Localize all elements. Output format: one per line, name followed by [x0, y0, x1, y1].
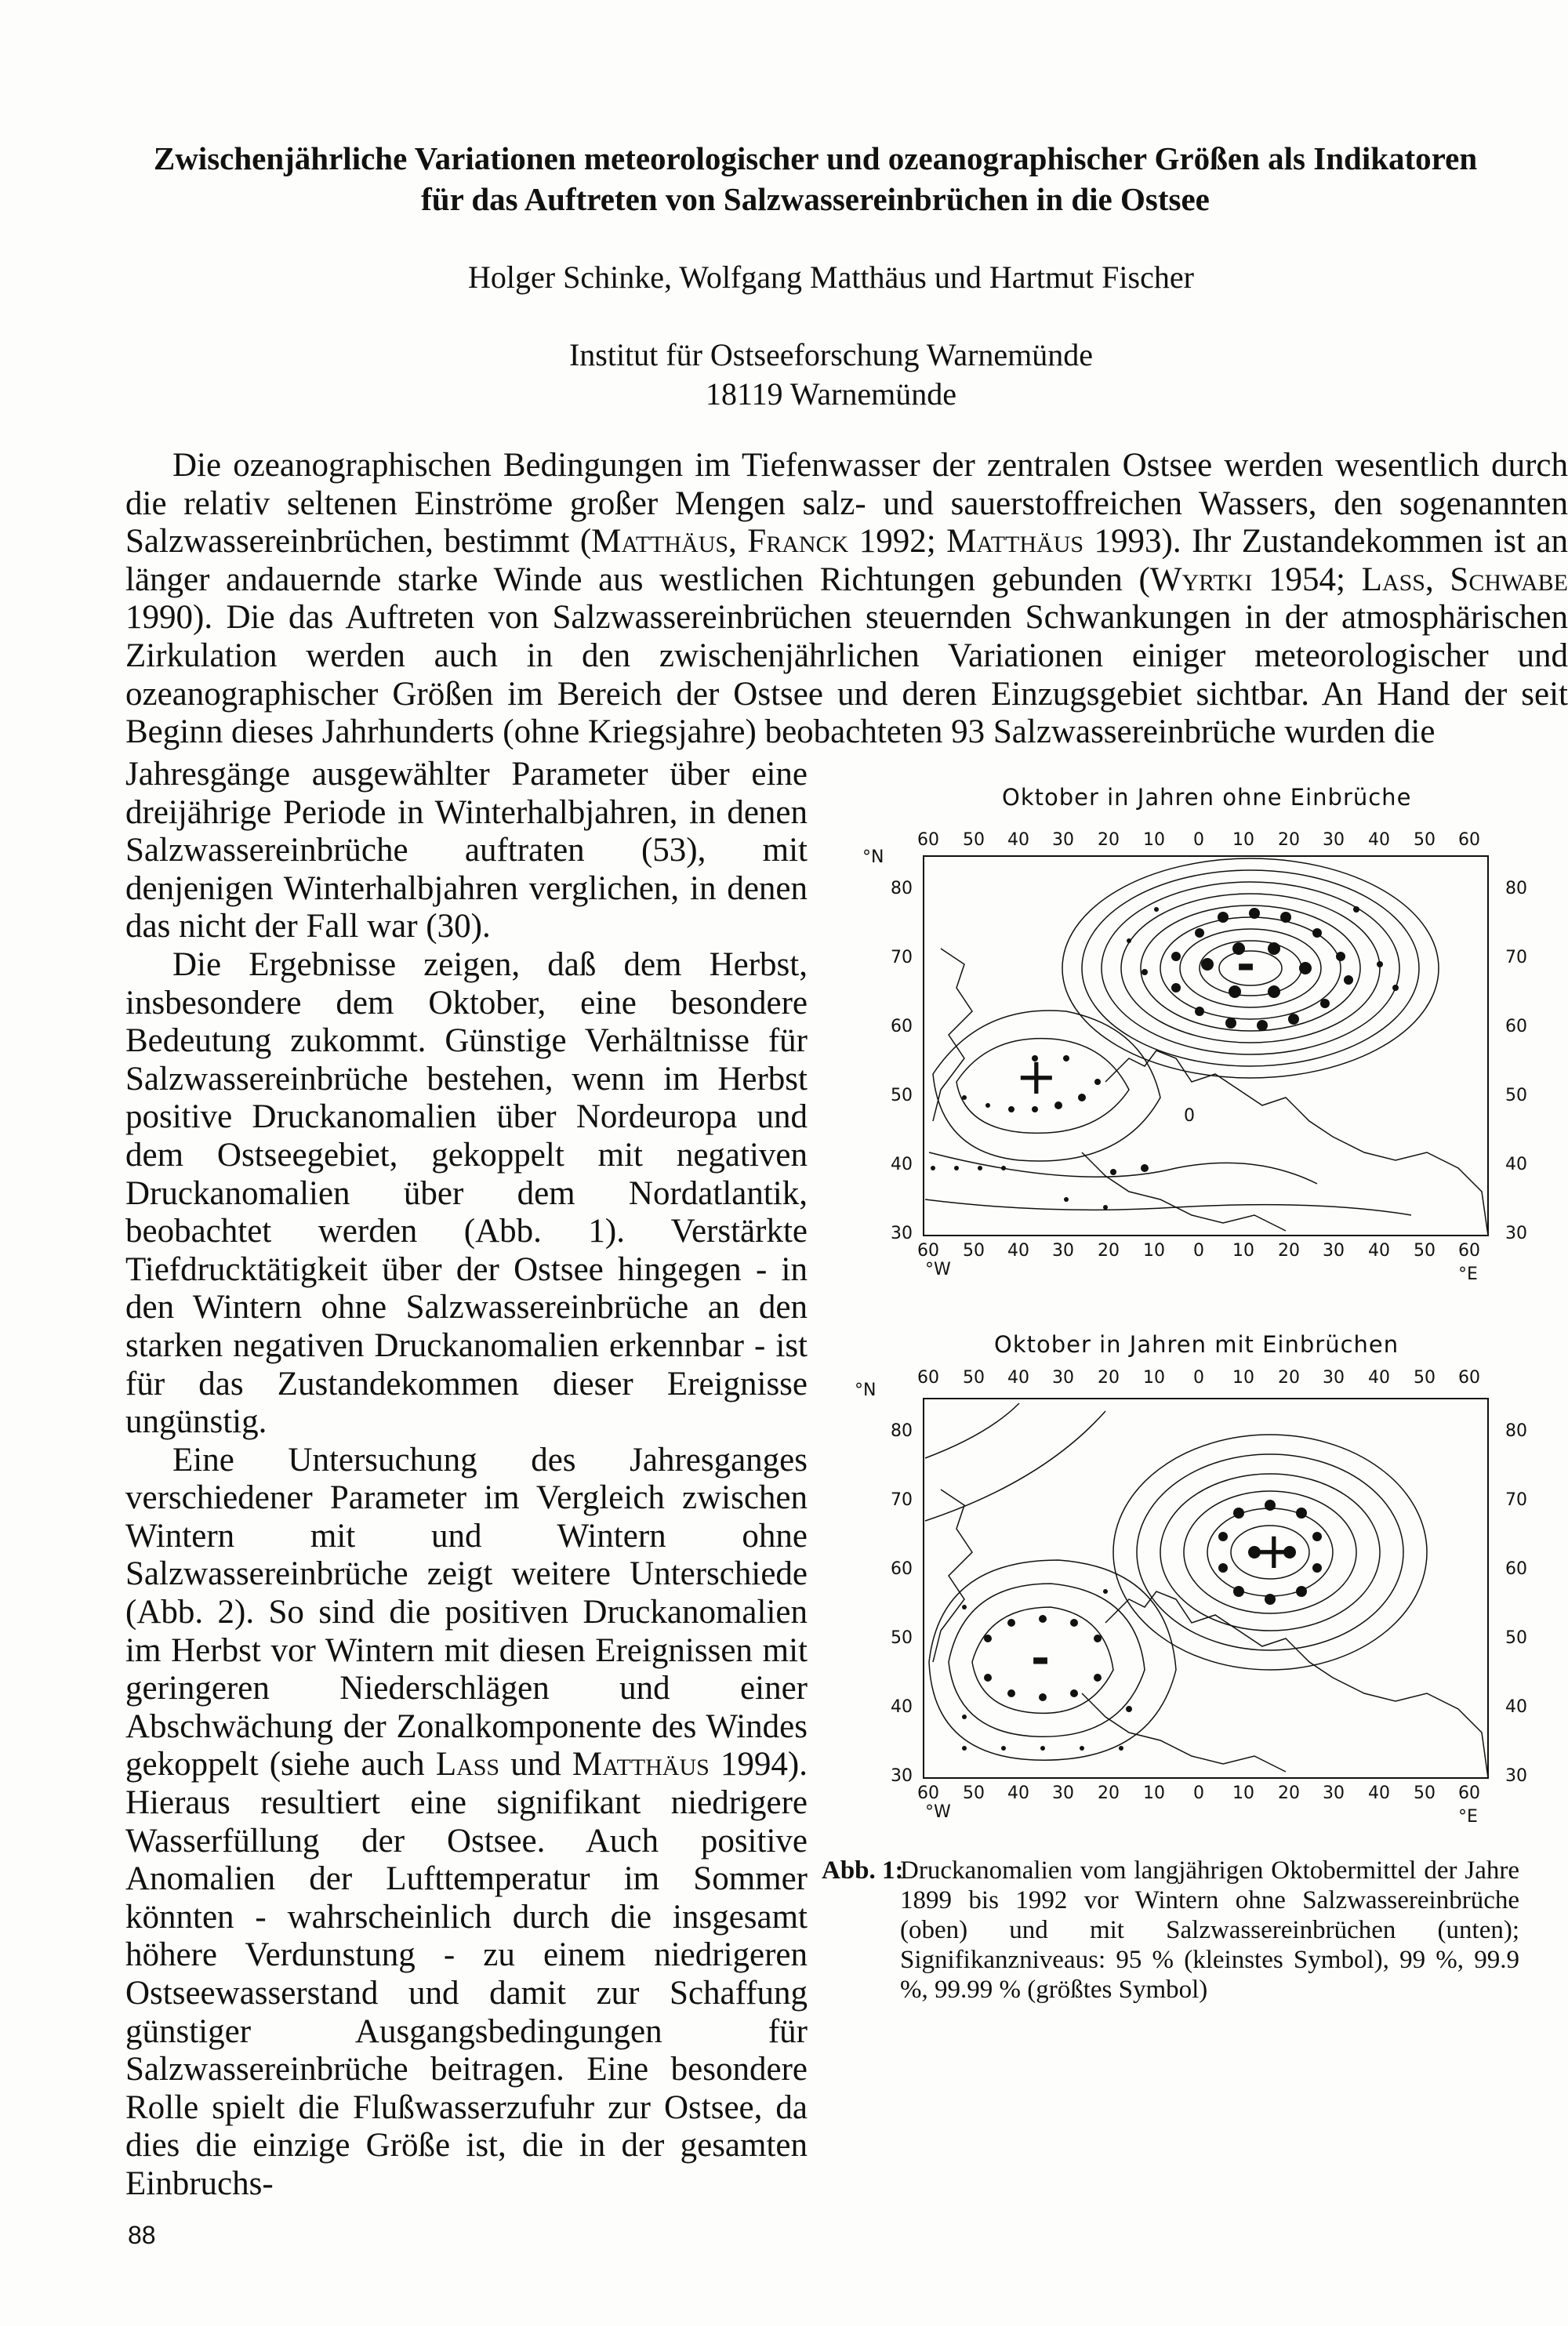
lon-tick: 30	[1052, 1784, 1074, 1803]
negative-contours	[925, 1403, 1176, 1760]
lon-tick: 60	[917, 830, 939, 850]
lon-tick: 40	[1368, 1368, 1390, 1388]
lon-tick: 40	[1368, 830, 1390, 850]
anomaly-signs	[1015, 938, 1255, 1106]
map-frame	[924, 1399, 1488, 1778]
left-column	[125, 756, 808, 2204]
unit-west: °W	[925, 1802, 951, 1822]
lat-tick: 30	[1505, 1766, 1527, 1786]
lon-tick: 30	[1323, 830, 1345, 850]
center-sign: +	[1253, 1522, 1295, 1580]
lon-tick: 50	[1414, 830, 1436, 850]
lon-tick: 50	[1414, 1368, 1436, 1388]
lon-tick: 30	[1323, 1368, 1345, 1388]
anomaly-signs	[1031, 1522, 1295, 1685]
lat-tick: 70	[891, 948, 913, 967]
lon-tick: 10	[1143, 1241, 1165, 1261]
lat-tick: 40	[891, 1697, 913, 1717]
map-frame	[924, 856, 1488, 1236]
lon-tick: 0	[1193, 1241, 1204, 1261]
lat-tick: 40	[891, 1155, 913, 1174]
zero-contour-label: 0	[1184, 1106, 1195, 1126]
lon-tick: 60	[1458, 1241, 1480, 1261]
caption-text: Druckanomalien vom langjährigen Oktobermittel der Jahre 1899 bis 1992 vor Wintern ohne Salzwassereinbrüche (oben) und mit Salzwassereinbrüchen (unten); Signifikanzniveaus: 95 % (kleinstes Symbol), 99 %, 99.9 %, 99.99 % (größtes Symbol)	[900, 1856, 1519, 2004]
lat-tick: 60	[891, 1017, 913, 1036]
lon-tick: 0	[1193, 1784, 1204, 1803]
lon-tick: 40	[1368, 1784, 1390, 1803]
lon-tick: 60	[1458, 1784, 1480, 1803]
lat-tick: 50	[1505, 1086, 1527, 1105]
lon-tick: 20	[1278, 830, 1300, 850]
lon-tick: 60	[917, 1368, 939, 1388]
lon-tick: 20	[1098, 830, 1120, 850]
lon-tick: 20	[1278, 1784, 1300, 1803]
unit-east: °E	[1458, 1807, 1478, 1827]
lon-tick: 50	[1414, 1784, 1436, 1803]
figure-caption	[822, 1856, 1519, 2005]
lon-tick: 10	[1143, 1368, 1165, 1388]
lon-tick: 50	[963, 830, 985, 850]
citation: Matthäus	[572, 1746, 710, 1784]
lon-tick: 10	[1232, 1241, 1254, 1261]
lat-tick: 70	[1505, 948, 1527, 967]
lat-tick: 60	[891, 1559, 913, 1579]
lon-tick: 30	[1052, 830, 1074, 850]
lon-tick: 30	[1052, 1368, 1074, 1388]
citation: Matthäus, Franck	[591, 523, 849, 561]
institute: Institut für Ostseeforschung Warnemünde	[568, 337, 1094, 372]
intro-paragraph: Die ozeanographischen Bedingungen im Tiefenwasser der zentralen Ostsee werden wesentlich durch die relativ seltenen Einströme großer Mengen salz- und sauerstoffreichen Wassers, den sogenannten Salzwassereinbrüchen, bestimmt (Matthäus, Franck 1992; Matthäus 1993). Ihr Zustandekommen ist an länger andauernde starke Winde aus westlichen Richtungen gebunden (Wyrtki 1954; Lass, Schwabe 1990). Die das Auftreten von Salzwassereinbrüchen steuernden Schwankungen in der atmosphärischen Zirkulation werden auch in den zwischenjährlichen Variationen einiger meteorologischer und ozeanographischer Größen im Bereich der Ostsee und deren Einzugsgebiet sichtbar. An Hand der seit Beginn dieses Jahrhunderts (ohne Kriegsjahre) beobachteten 93 Salzwassereinbrüche wurden die	[125, 447, 1568, 751]
lat-tick: 50	[1505, 1628, 1527, 1648]
unit-west: °W	[925, 1260, 951, 1279]
unit-north: °N	[862, 847, 884, 867]
lon-tick: 30	[1052, 1241, 1074, 1261]
center-sign: +	[1015, 1048, 1058, 1106]
map-title-top: Oktober in Jahren ohne Einbrüche	[1002, 784, 1412, 811]
lat-tick: 60	[1505, 1559, 1527, 1579]
map-top	[847, 823, 1552, 1301]
lon-tick: 40	[1007, 830, 1029, 850]
lon-tick: 20	[1278, 1241, 1300, 1261]
center-sign: -	[1031, 1631, 1051, 1685]
lon-tick: 40	[1007, 1241, 1029, 1261]
lon-tick: 20	[1098, 1368, 1120, 1388]
affiliation	[110, 336, 1552, 414]
lon-tick: 60	[1458, 830, 1480, 850]
page-number: 88	[128, 2221, 156, 2249]
caption-label: Abb. 1:	[822, 1856, 904, 1885]
lat-tick: 50	[891, 1086, 913, 1105]
lon-tick: 50	[1414, 1241, 1436, 1261]
lon-tick: 30	[1323, 1241, 1345, 1261]
intro-section	[125, 447, 1568, 752]
lon-tick: 10	[1232, 1784, 1254, 1803]
lon-tick: 10	[1232, 830, 1254, 850]
citation: Wyrtki	[1149, 561, 1253, 598]
lon-tick: 50	[963, 1368, 985, 1388]
paragraph-results: Die Ergebnisse zeigen, daß dem Herbst, insbesondere dem Oktober, eine besondere Bedeutung zukommt. Günstige Verhältnisse für Salzwassereinbrüche bestehen, wenn im Herbst positive Druckanomalien über Nordeuropa und dem Ostseegebiet, gekoppelt mit negativen Druckanomalien über dem Nordatlantik, beobachtet werden (Abb. 1). Verstärkte Tiefdrucktätigkeit über der Ostsee hingegen - in den Wintern ohne Salzwassereinbrüche an den starken negativen Druckanomalien erkennbar - ist für das Zustandekommen dieser Ereignisse ungünstig.	[125, 945, 808, 1441]
lon-tick: 0	[1193, 1368, 1204, 1388]
lon-tick: 0	[1193, 830, 1204, 850]
positive-contours	[925, 1011, 1411, 1215]
center-sign: -	[1236, 938, 1256, 991]
lon-tick: 20	[1098, 1241, 1120, 1261]
map-bottom	[847, 1364, 1552, 1842]
lon-tick: 10	[1143, 1784, 1165, 1803]
lon-tick: 20	[1278, 1368, 1300, 1388]
lon-tick: 60	[917, 1241, 939, 1261]
lon-tick: 40	[1368, 1241, 1390, 1261]
authors: Holger Schinke, Wolfgang Matthäus und Hartmut Fischer	[468, 259, 1194, 295]
lat-tick: 50	[891, 1628, 913, 1648]
lon-tick: 60	[917, 1784, 939, 1803]
pressure-anomaly-map-top	[847, 823, 1552, 1301]
paragraph-continuation: Jahresgänge ausgewählter Parameter über eine dreijährige Periode in Winterhalbjahren, in denen Salzwassereinbrüche auftraten (53), mit denjenigen Winterhalbjahren verglichen, in denen das nicht der Fall war (30).	[125, 756, 808, 945]
address: 18119 Warnemünde	[705, 376, 957, 412]
lat-tick: 80	[891, 1421, 913, 1441]
lon-tick: 50	[963, 1241, 985, 1261]
citation: Lass	[435, 1746, 500, 1784]
lat-tick: 80	[1505, 879, 1527, 898]
lat-tick: 80	[1505, 1421, 1527, 1441]
lat-tick: 30	[891, 1766, 913, 1786]
map-title-bottom: Oktober in Jahren mit Einbrüchen	[994, 1331, 1399, 1358]
unit-east: °E	[1458, 1265, 1478, 1284]
paper-title	[110, 138, 1521, 220]
lat-tick: 30	[1505, 1224, 1527, 1243]
lat-tick: 80	[891, 879, 913, 898]
lon-tick: 10	[1143, 830, 1165, 850]
lon-tick: 60	[1458, 1368, 1480, 1388]
title-line-1: Zwischenjährliche Variationen meteorologischer und ozeanographischer Größen als Indikatoren	[153, 140, 1478, 176]
citation: Lass, Schwabe	[1361, 561, 1568, 598]
citation: Matthäus	[946, 523, 1084, 561]
lon-tick: 20	[1098, 1784, 1120, 1803]
lon-tick: 50	[963, 1784, 985, 1803]
unit-north: °N	[855, 1381, 877, 1400]
title-line-2: für das Auftreten von Salzwassereinbrüchen in die Ostsee	[421, 181, 1210, 217]
lat-tick: 70	[891, 1490, 913, 1510]
pressure-anomaly-map-bottom	[847, 1364, 1552, 1842]
lat-tick: 60	[1505, 1017, 1527, 1036]
paragraph-comparison: Eine Untersuchung des Jahresganges verschiedener Parameter im Vergleich zwischen Wintern mit und Wintern ohne Salzwassereinbrüche zeigt weitere Unterschiede (Abb. 2). So sind die positiven Druckanomalien im Herbst vor Wintern mit diesen Ereignissen mit geringeren Niederschlägen und einer Abschwächung der Zonalkomponente des Windes gekoppelt (siehe auch Lass und Matthäus 1994). Hieraus resultiert eine signifikant niedrigere Wasserfüllung der Ostsee. Auch positive Anomalien der Lufttemperatur im Sommer könnten - wahrscheinlich durch die insgesamt höhere Verdunstung - zu einem niedrigeren Ostseewasserstand und damit zur Schaffung günstiger Ausgangsbedingungen für Salzwassereinbrüche beitragen. Eine besondere Rolle spielt die Flußwasserzufuhr zur Ostsee, da dies die einzige Größe ist, die in der gesamten Einbruchs-	[125, 1441, 808, 2202]
lon-tick: 30	[1323, 1784, 1345, 1803]
lat-tick: 70	[1505, 1490, 1527, 1510]
lat-tick: 30	[891, 1224, 913, 1243]
lon-tick: 10	[1232, 1368, 1254, 1388]
lon-tick: 40	[1007, 1368, 1029, 1388]
lat-tick: 40	[1505, 1155, 1527, 1174]
lat-tick: 40	[1505, 1697, 1527, 1717]
lon-tick: 40	[1007, 1784, 1029, 1803]
